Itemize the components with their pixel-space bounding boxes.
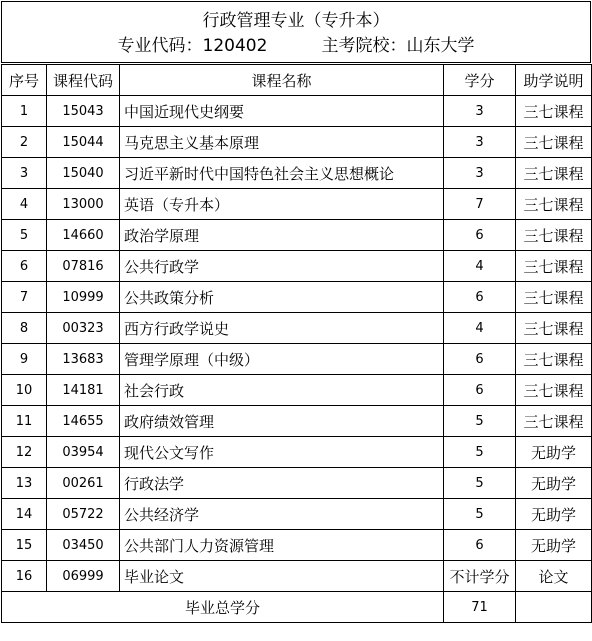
row-course-code: 00261 (47, 468, 120, 499)
table-row (2, 189, 592, 220)
row-credit: 5 (444, 437, 516, 468)
row-course-name: 管理学原理（中级） (120, 344, 444, 375)
row-course-code: 13683 (47, 344, 120, 375)
row-seq: 15 (2, 530, 47, 561)
row-credit: 6 (444, 375, 516, 406)
col-header-code: 课程代码 (47, 65, 120, 96)
row-course-name: 现代公文写作 (120, 437, 444, 468)
row-help-note: 无助学 (516, 437, 592, 468)
row-help-note: 无助学 (516, 499, 592, 530)
row-help-note: 三七课程 (516, 406, 592, 437)
row-course-code: 15040 (47, 158, 120, 189)
table-row (2, 437, 592, 468)
row-course-name: 西方行政学说史 (120, 313, 444, 344)
row-credit: 4 (444, 313, 516, 344)
total-credit: 71 (444, 592, 516, 623)
row-help-note: 三七课程 (516, 282, 592, 313)
row-credit: 6 (444, 344, 516, 375)
row-course-name: 中国近现代史纲要 (120, 96, 444, 127)
row-credit: 3 (444, 127, 516, 158)
row-seq: 16 (2, 561, 47, 592)
row-help-note: 三七课程 (516, 251, 592, 282)
row-course-code: 05722 (47, 499, 120, 530)
col-header-name: 课程名称 (120, 65, 444, 96)
row-credit: 6 (444, 530, 516, 561)
row-credit: 6 (444, 220, 516, 251)
row-course-code: 13000 (47, 189, 120, 220)
row-help-note: 无助学 (516, 468, 592, 499)
row-course-name: 英语（专升本） (120, 189, 444, 220)
subtitle-spacer (267, 36, 321, 56)
row-credit: 5 (444, 468, 516, 499)
row-course-code: 14655 (47, 406, 120, 437)
table-header-row (2, 65, 592, 96)
table-row (2, 499, 592, 530)
row-seq: 3 (2, 158, 47, 189)
row-course-code: 03450 (47, 530, 120, 561)
row-credit: 4 (444, 251, 516, 282)
table-row (2, 251, 592, 282)
row-credit: 不计学分 (444, 561, 516, 592)
row-course-code: 14660 (47, 220, 120, 251)
row-seq: 2 (2, 127, 47, 158)
table-row (2, 406, 592, 437)
row-credit: 5 (444, 406, 516, 437)
exam-school: 主考院校：山东大学 (321, 36, 475, 56)
table-row (2, 127, 592, 158)
major-code: 专业代码：120402 (117, 36, 268, 56)
col-header-help: 助学说明 (516, 65, 592, 96)
row-course-code: 00323 (47, 313, 120, 344)
table-row (2, 96, 592, 127)
row-seq: 6 (2, 251, 47, 282)
row-help-note: 无助学 (516, 530, 592, 561)
row-seq: 10 (2, 375, 47, 406)
row-help-note: 三七课程 (516, 158, 592, 189)
row-course-code: 10999 (47, 282, 120, 313)
row-credit: 3 (444, 158, 516, 189)
row-credit: 3 (444, 96, 516, 127)
row-course-code: 06999 (47, 561, 120, 592)
row-seq: 11 (2, 406, 47, 437)
table-row (2, 530, 592, 561)
row-seq: 14 (2, 499, 47, 530)
row-help-note: 三七课程 (516, 220, 592, 251)
row-help-note: 三七课程 (516, 127, 592, 158)
row-help-note: 三七课程 (516, 313, 592, 344)
row-seq: 13 (2, 468, 47, 499)
row-course-name: 习近平新时代中国特色社会主义思想概论 (120, 158, 444, 189)
page-title: 行政管理专业（专升本） (202, 11, 390, 31)
row-seq: 5 (2, 220, 47, 251)
row-help-note: 三七课程 (516, 96, 592, 127)
row-seq: 1 (2, 96, 47, 127)
total-label: 毕业总学分 (2, 592, 444, 623)
row-help-note: 三七课程 (516, 344, 592, 375)
table-row (2, 375, 592, 406)
row-course-name: 公共行政学 (120, 251, 444, 282)
subtitle-line (2, 35, 590, 57)
total-help (516, 592, 592, 623)
table-row (2, 313, 592, 344)
row-course-name: 公共政策分析 (120, 282, 444, 313)
row-seq: 7 (2, 282, 47, 313)
row-course-name: 社会行政 (120, 375, 444, 406)
course-table-body (2, 96, 592, 592)
row-credit: 6 (444, 282, 516, 313)
row-course-name: 政府绩效管理 (120, 406, 444, 437)
table-row (2, 282, 592, 313)
row-course-name: 公共经济学 (120, 499, 444, 530)
row-course-name: 政治学原理 (120, 220, 444, 251)
col-header-credit: 学分 (444, 65, 516, 96)
title-block (1, 1, 591, 63)
total-row (2, 592, 592, 623)
row-help-note: 三七课程 (516, 189, 592, 220)
row-credit: 5 (444, 499, 516, 530)
row-seq: 9 (2, 344, 47, 375)
row-course-name: 毕业论文 (120, 561, 444, 592)
row-seq: 8 (2, 313, 47, 344)
table-row (2, 158, 592, 189)
row-course-code: 15043 (47, 96, 120, 127)
row-seq: 12 (2, 437, 47, 468)
col-header-seq: 序号 (2, 65, 47, 96)
row-course-code: 15044 (47, 127, 120, 158)
row-course-code: 07816 (47, 251, 120, 282)
table-row (2, 468, 592, 499)
course-table (1, 64, 592, 623)
row-course-code: 03954 (47, 437, 120, 468)
row-help-note: 三七课程 (516, 375, 592, 406)
table-row (2, 561, 592, 592)
row-course-name: 行政法学 (120, 468, 444, 499)
row-course-code: 14181 (47, 375, 120, 406)
row-help-note: 论文 (516, 561, 592, 592)
row-seq: 4 (2, 189, 47, 220)
row-course-name: 公共部门人力资源管理 (120, 530, 444, 561)
table-row (2, 344, 592, 375)
row-course-name: 马克思主义基本原理 (120, 127, 444, 158)
table-row (2, 220, 592, 251)
row-credit: 7 (444, 189, 516, 220)
